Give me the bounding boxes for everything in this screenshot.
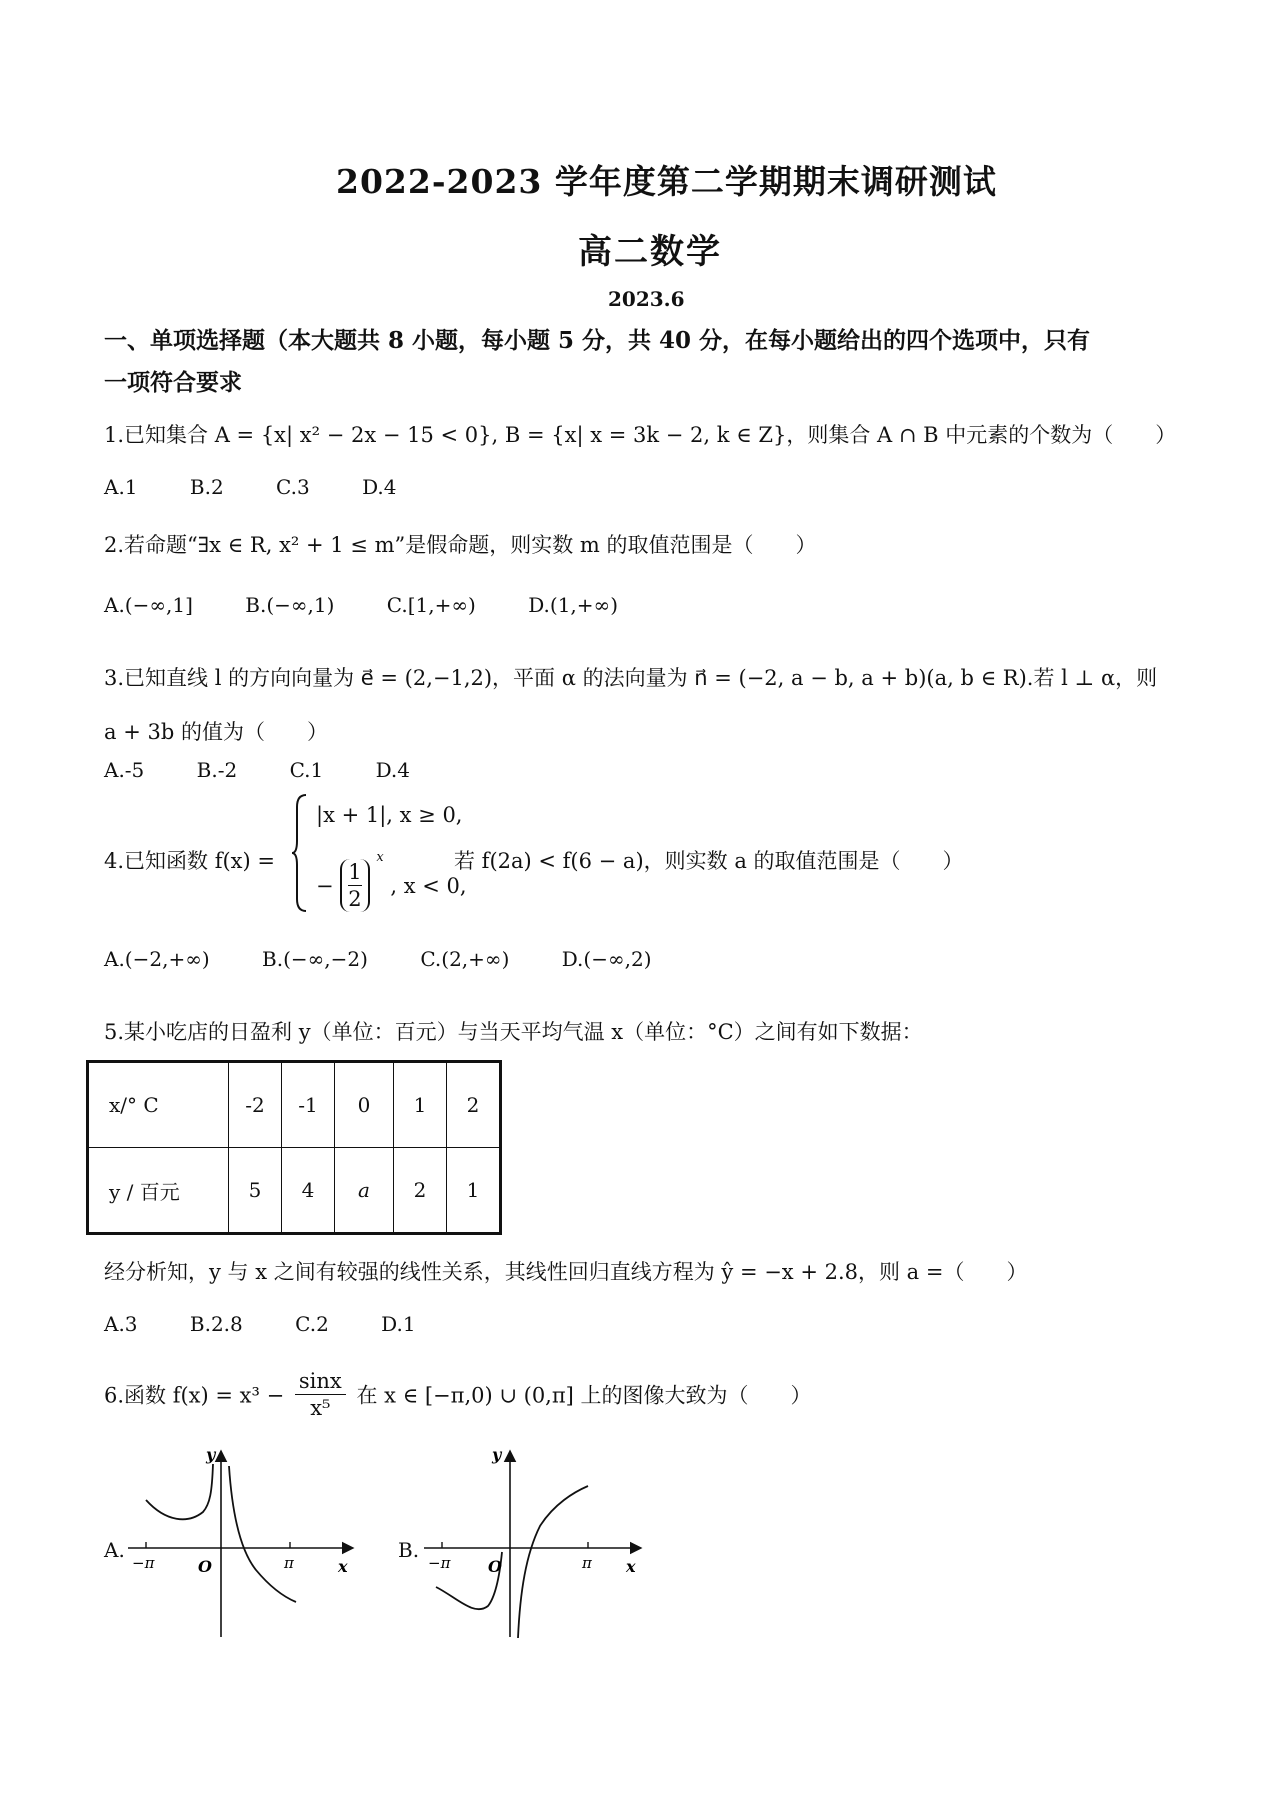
question-6-fraction <box>295 1368 346 1421</box>
table-cell: 0 <box>335 1062 394 1148</box>
option-c[interactable]: C.2 <box>295 1312 329 1336</box>
tick-label-pi: π <box>284 1554 294 1572</box>
case-2-exponent: x <box>376 850 384 865</box>
question-4-prefix: 4.已知函数 f(x) = <box>104 849 275 873</box>
table-cell: 1 <box>394 1062 447 1148</box>
case-2-tail: , x < 0, <box>390 873 467 898</box>
question-4-suffix: 若 f(2a) < f(6 − a)，则实数 a 的取值范围是（ ） <box>454 849 964 873</box>
section-heading-line1: 一、单项选择题（本大题共 8 小题，每小题 5 分，共 40 分，在每小题给出的四个选项中，只有 <box>104 327 1091 354</box>
question-3-stem-line2: a + 3b 的值为（ ） <box>104 720 328 744</box>
option-a[interactable]: A.(−∞,1] <box>104 593 193 617</box>
temperature-profit-table <box>86 1060 502 1235</box>
fraction-numerator: sinx <box>295 1368 346 1395</box>
table-cell: 1 <box>447 1148 501 1234</box>
question-1-stem: 1.已知集合 A = {x| x² − 2x − 15 < 0}, B = {x| x = 3k − 2, k ∈ Z}，则集合 A ∩ B 中元素的个数为（ ） <box>104 423 1177 447</box>
curve-right <box>518 1486 588 1638</box>
table-row <box>88 1062 501 1148</box>
question-6-stem-pre: 6.函数 f(x) = x³ − <box>104 1383 285 1408</box>
piecewise-brace <box>292 793 310 913</box>
axis-label-x: x <box>338 1557 348 1576</box>
question-6-stem-post: 在 x ∈ [−π,0) ∪ (0,π] 上的图像大致为（ ） <box>356 1383 812 1408</box>
curve-right <box>229 1466 296 1602</box>
option-d[interactable]: D.4 <box>362 475 397 499</box>
question-5-stem: 5.某小吃店的日盈利 y（单位：百元）与当天平均气温 x（单位：°C）之间有如下数据： <box>104 1020 923 1044</box>
option-b[interactable]: B.-2 <box>196 758 238 782</box>
table-cell: -1 <box>282 1062 335 1148</box>
option-c[interactable]: C.1 <box>289 758 324 782</box>
option-d[interactable]: D.(1,+∞) <box>528 593 619 617</box>
table-cell: 4 <box>282 1148 335 1234</box>
option-c[interactable]: C.(2,+∞) <box>420 947 510 971</box>
tick-label-pi: π <box>582 1554 592 1572</box>
table-cell: 2 <box>447 1062 501 1148</box>
table-cell: 5 <box>229 1148 282 1234</box>
question-4-case-2 <box>316 850 467 912</box>
origin-label: O <box>198 1557 212 1576</box>
exam-subject: 高二数学 <box>578 232 722 272</box>
axis-label-y: y <box>206 1445 216 1464</box>
case-2-minus: − <box>316 873 334 898</box>
axis-label-x: x <box>626 1557 636 1576</box>
fraction-denominator: 2 <box>348 887 362 911</box>
option-d[interactable]: D.4 <box>375 758 410 782</box>
question-3-stem-line1: 3.已知直线 l 的方向向量为 e⃗ = (2,−1,2)，平面 α 的法向量为 n⃗ = (−2, a − b, a + b)(a, b ∈ R).若 l ⊥ α，则 <box>104 666 1158 690</box>
table-header-x: x/° C <box>88 1062 229 1148</box>
question-6-stem <box>104 1368 812 1421</box>
exam-date: 2023.6 <box>608 287 685 311</box>
question-1-options <box>104 475 396 499</box>
fraction-numerator: 1 <box>348 860 362 884</box>
question-5-options <box>104 1312 416 1336</box>
origin-label: O <box>488 1557 502 1576</box>
axis-label-y: y <box>492 1445 502 1464</box>
table-header-y: y / 百元 <box>88 1148 229 1234</box>
curve-left <box>146 1464 213 1519</box>
option-a[interactable]: A.(−2,+∞) <box>104 947 210 971</box>
section-heading-line2: 一项符合要求 <box>104 369 242 396</box>
option-b[interactable]: B.2.8 <box>189 1312 243 1336</box>
graph-a[interactable] <box>126 1442 376 1642</box>
option-d[interactable]: D.(−∞,2) <box>561 947 652 971</box>
graph-a-label[interactable]: A. <box>104 1538 125 1562</box>
table-cell: a <box>335 1148 394 1234</box>
case-2-fraction <box>340 859 369 912</box>
table-row <box>88 1148 501 1234</box>
table-cell: 2 <box>394 1148 447 1234</box>
option-b[interactable]: B.(−∞,1) <box>245 593 335 617</box>
tick-label-neg-pi: −π <box>132 1554 155 1572</box>
option-a[interactable]: A.3 <box>104 1312 138 1336</box>
option-b[interactable]: B.(−∞,−2) <box>262 947 368 971</box>
table-cell: -2 <box>229 1062 282 1148</box>
question-3-options <box>104 758 410 782</box>
option-c[interactable]: C.3 <box>276 475 310 499</box>
question-2-options <box>104 593 618 617</box>
question-2-stem: 2.若命题“∃x ∈ R, x² + 1 ≤ m”是假命题，则实数 m 的取值范围是（ ） <box>104 533 817 557</box>
option-b[interactable]: B.2 <box>189 475 224 499</box>
option-d[interactable]: D.1 <box>381 1312 416 1336</box>
question-4-options <box>104 947 652 971</box>
option-c[interactable]: C.[1,+∞) <box>386 593 476 617</box>
exam-title: 2022-2023 学年度第二学期期末调研测试 <box>336 162 997 201</box>
tick-label-neg-pi: −π <box>428 1554 451 1572</box>
question-4-case-1: |x + 1|, x ≥ 0, <box>316 803 463 827</box>
option-a[interactable]: A.1 <box>104 475 138 499</box>
fraction-denominator: x⁵ <box>310 1396 331 1420</box>
graph-b[interactable] <box>422 1442 662 1642</box>
option-a[interactable]: A.-5 <box>104 758 145 782</box>
question-5-analysis: 经分析知，y 与 x 之间有较强的线性关系，其线性回归直线方程为 ŷ = −x + 2.8，则 a =（ ） <box>104 1260 1028 1284</box>
graph-b-label[interactable]: B. <box>398 1538 420 1562</box>
